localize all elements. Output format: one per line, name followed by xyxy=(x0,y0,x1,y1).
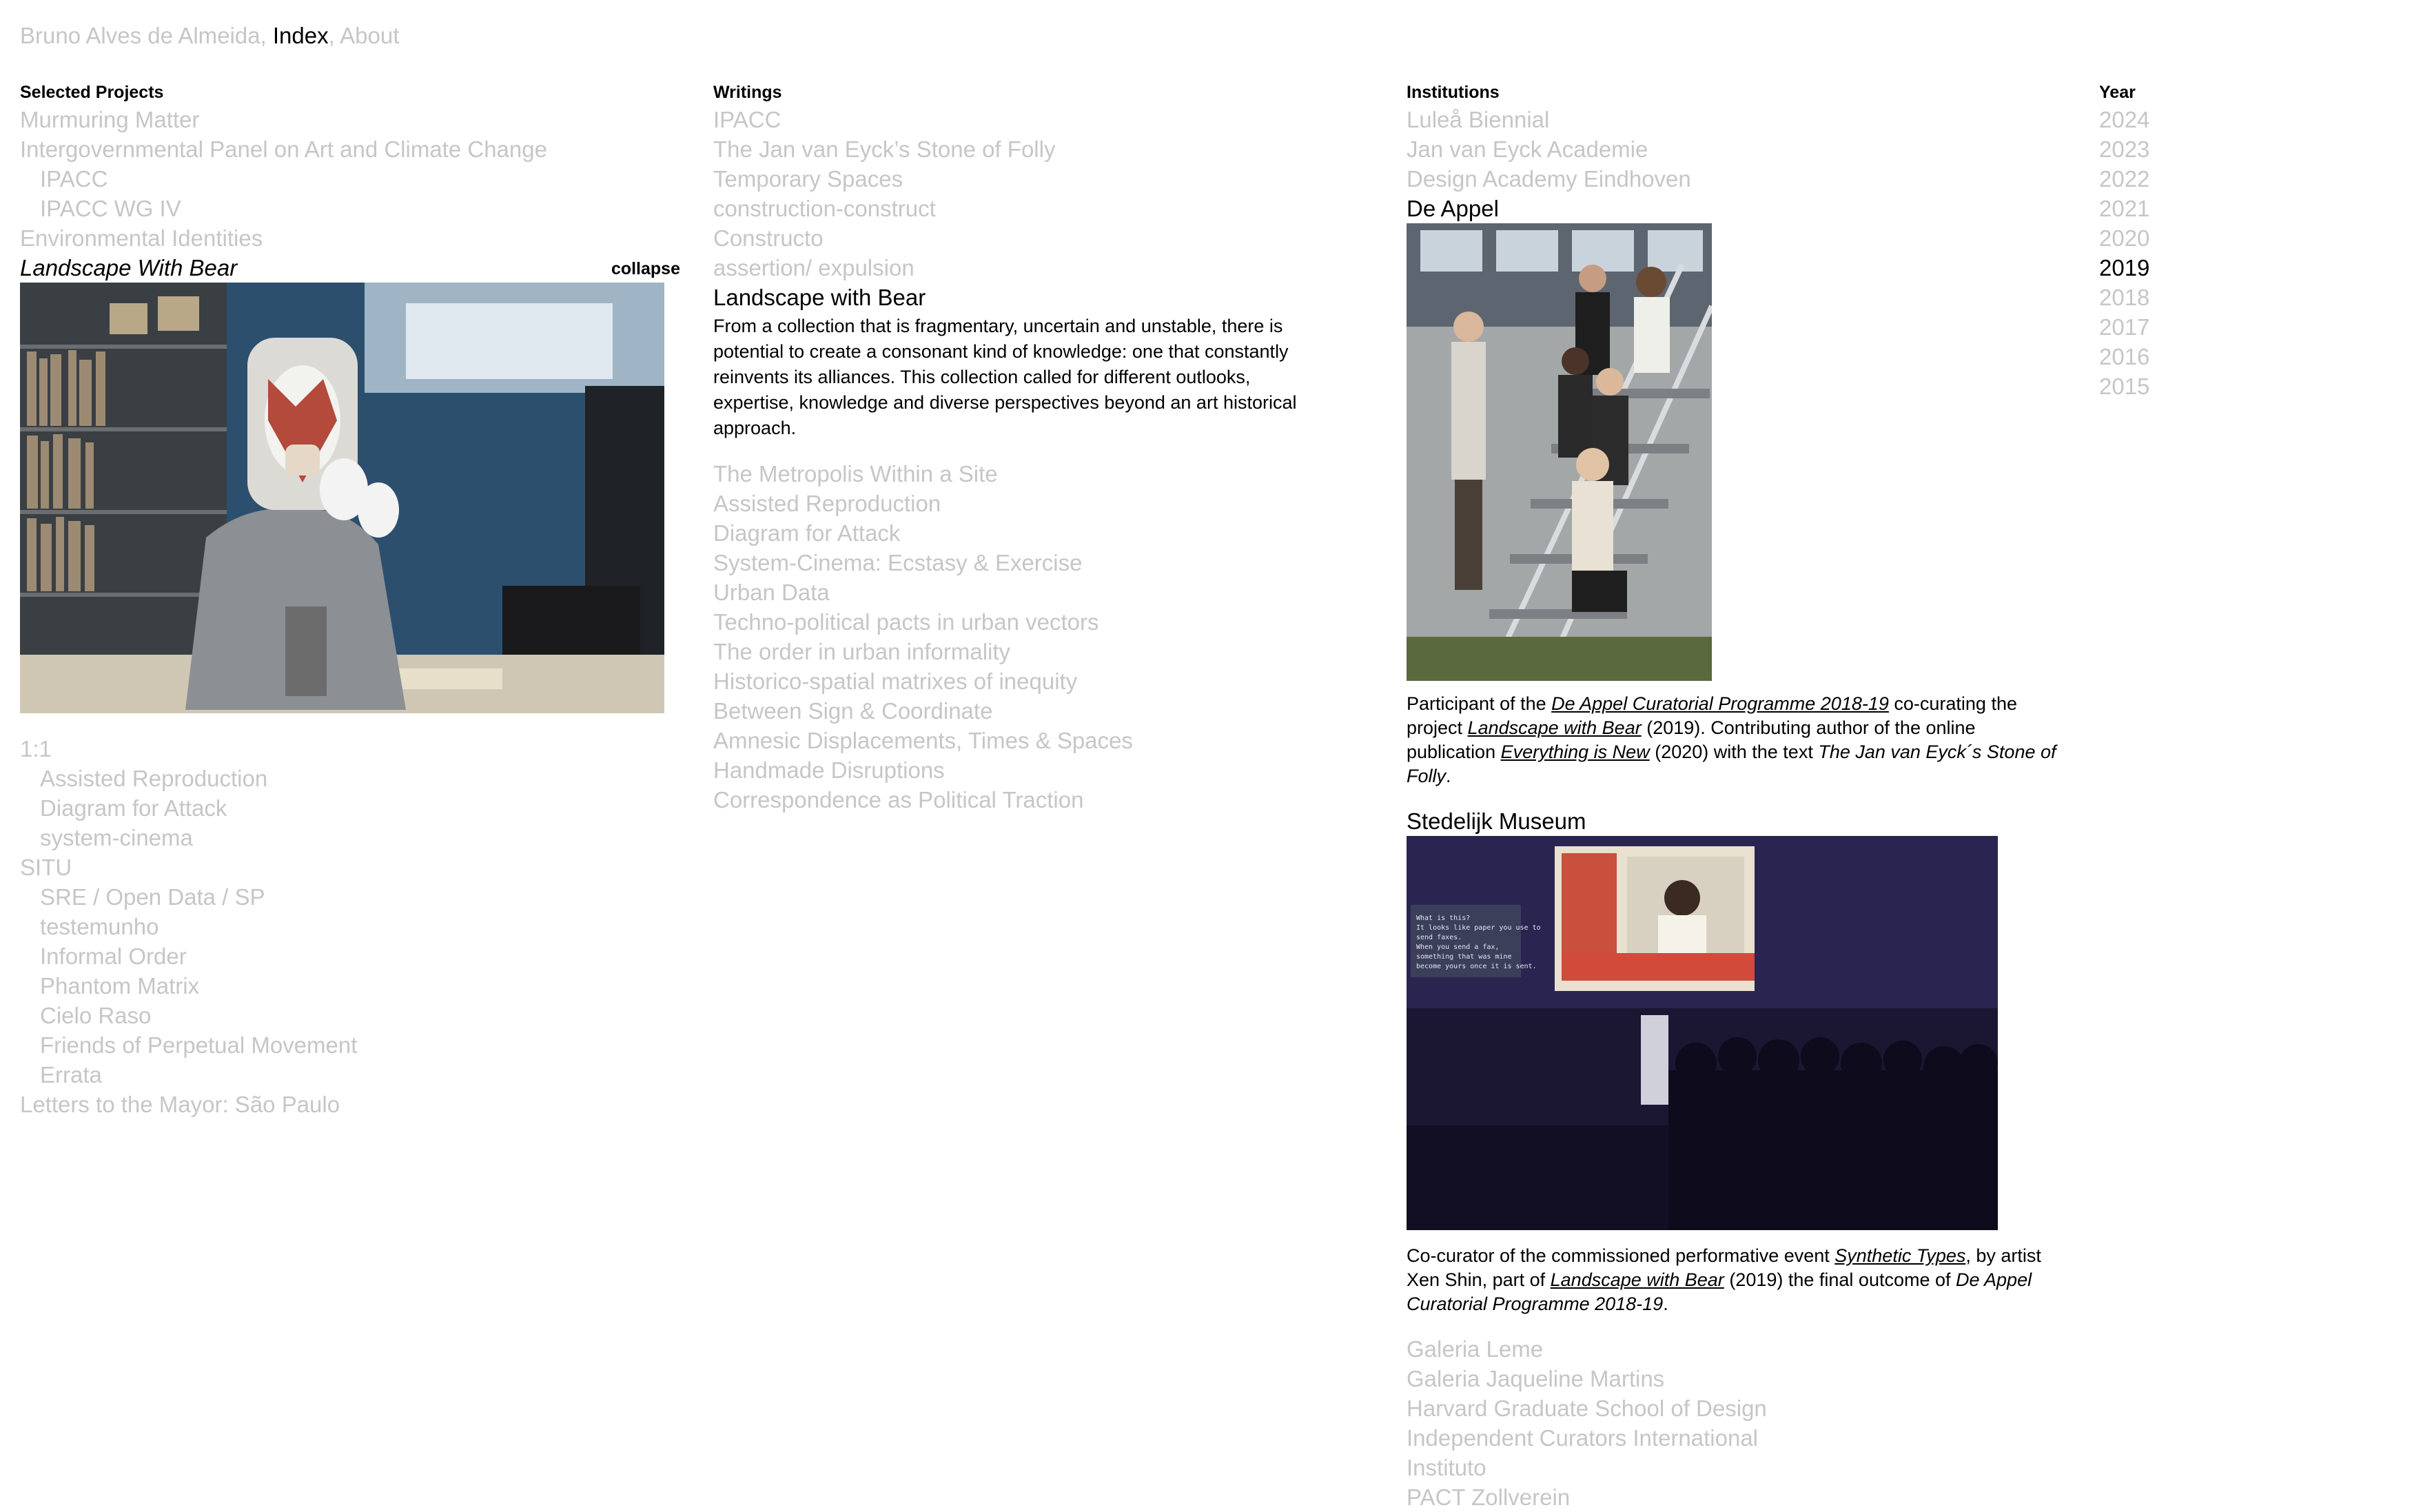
collapse-button[interactable]: collapse xyxy=(611,259,680,278)
project-photo-masked-figure xyxy=(20,283,664,713)
stedelijk-caption xyxy=(1407,1244,2061,1316)
writing-item[interactable]: construction-construct xyxy=(713,196,936,221)
year-item[interactable]: 2020 xyxy=(2099,225,2150,251)
caption-text: (2020) with the text xyxy=(1649,742,1819,762)
institution-item[interactable]: Galeria Jaqueline Martins xyxy=(1407,1366,1665,1391)
institution-item[interactable]: Independent Curators International xyxy=(1407,1425,1759,1451)
project-item[interactable]: 1:1 xyxy=(20,736,52,762)
institution-de-appel-title[interactable]: De Appel xyxy=(1407,196,1499,221)
project-subitem[interactable]: IPACC xyxy=(40,166,108,192)
writing-item[interactable]: The Metropolis Within a Site xyxy=(713,461,998,487)
screen-text-line: What is this? xyxy=(1416,915,1471,922)
site-name-link[interactable]: Bruno Alves de Almeida xyxy=(20,23,260,48)
year-item[interactable]: 2021 xyxy=(2099,196,2150,221)
projects-list-bottom xyxy=(20,734,680,1119)
writing-item[interactable]: Assisted Reproduction xyxy=(713,491,941,516)
projects-heading: Selected Projects xyxy=(20,83,164,102)
writings-list-top xyxy=(713,105,1368,283)
caption-text: Participant of the xyxy=(1407,693,1552,714)
year-item[interactable]: 2015 xyxy=(2099,374,2150,399)
year-column xyxy=(2099,80,2375,401)
institutions-list-top xyxy=(1407,105,2061,194)
project-subitem[interactable]: Friends of Perpetual Movement xyxy=(40,1032,358,1058)
writing-item[interactable]: Handmade Disruptions xyxy=(713,757,945,783)
screen-text-line: It looks like paper you use to xyxy=(1416,924,1541,932)
header-separator: , xyxy=(328,23,335,48)
project-subitem[interactable]: Cielo Raso xyxy=(40,1003,152,1028)
writing-item[interactable]: System-Cinema: Ecstasy & Exercise xyxy=(713,550,1083,575)
caption-text: . xyxy=(1446,766,1451,786)
writings-heading: Writings xyxy=(713,83,782,102)
institution-item[interactable]: Luleå Biennial xyxy=(1407,107,1550,132)
project-item[interactable]: Environmental Identities xyxy=(20,225,263,251)
year-heading: Year xyxy=(2099,83,2136,102)
writing-item[interactable]: The Jan van Eyck’s Stone of Folly xyxy=(713,136,1056,162)
institution-stedelijk-title[interactable]: Stedelijk Museum xyxy=(1407,808,1586,834)
year-item[interactable]: 2022 xyxy=(2099,166,2150,192)
institution-item[interactable]: Instituto xyxy=(1407,1455,1486,1480)
project-subitem[interactable]: Phantom Matrix xyxy=(40,973,200,999)
landscape-with-bear-link[interactable]: Landscape with Bear xyxy=(1550,1269,1724,1290)
institution-item[interactable]: Harvard Graduate School of Design xyxy=(1407,1396,1767,1421)
institution-item[interactable]: Galeria Leme xyxy=(1407,1336,1544,1362)
writing-item[interactable]: Techno-political pacts in urban vectors xyxy=(713,609,1099,635)
year-item[interactable]: 2023 xyxy=(2099,136,2150,162)
nav-index-link[interactable]: Index xyxy=(272,23,329,48)
year-item[interactable]: 2017 xyxy=(2099,314,2150,340)
de-appel-programme-link[interactable]: De Appel Curatorial Programme 2018-19 xyxy=(1551,693,1889,714)
screen-text-line: become yours once it is sent. xyxy=(1416,963,1537,970)
project-subitem[interactable]: Informal Order xyxy=(40,943,187,969)
project-item[interactable]: SITU xyxy=(20,855,72,880)
year-item[interactable]: 2024 xyxy=(2099,107,2150,132)
institution-item[interactable]: Design Academy Eindhoven xyxy=(1407,166,1691,192)
writing-item[interactable]: Constructo xyxy=(713,225,824,251)
year-item[interactable]: 2016 xyxy=(2099,344,2150,369)
writing-item[interactable]: Urban Data xyxy=(713,580,830,605)
project-subitem[interactable]: Assisted Reproduction xyxy=(40,766,268,791)
caption-emphasis: The Jan van Eyck´s Stone of Folly xyxy=(1407,742,2056,786)
writing-item[interactable]: Diagram for Attack xyxy=(713,520,901,546)
writing-item[interactable]: Amnesic Displacements, Times & Spaces xyxy=(713,728,1133,753)
nav-about-link[interactable]: About xyxy=(340,23,400,48)
year-list xyxy=(2099,105,2375,401)
caption-text: Co-curator of the commissioned performative event xyxy=(1407,1245,1835,1266)
writing-item[interactable]: assertion/ expulsion xyxy=(713,255,914,280)
screen-text-line: something that was mine xyxy=(1416,953,1512,961)
de-appel-caption xyxy=(1407,692,2061,788)
writing-item[interactable]: The order in urban informality xyxy=(713,639,1011,664)
year-item-active[interactable]: 2019 xyxy=(2099,255,2150,280)
writings-list-bottom xyxy=(713,459,1368,815)
caption-text: . xyxy=(1663,1294,1668,1314)
screen-text-line: When you send a fax, xyxy=(1416,943,1500,951)
writing-item[interactable]: Correspondence as Political Traction xyxy=(713,787,1084,813)
writing-item[interactable]: Temporary Spaces xyxy=(713,166,903,192)
institutions-column xyxy=(1407,80,2061,1512)
landscape-with-bear-link[interactable]: Landscape with Bear xyxy=(1467,717,1642,738)
project-item[interactable]: Intergovernmental Panel on Art and Climate Change xyxy=(20,136,547,162)
project-item[interactable]: Letters to the Mayor: São Paulo xyxy=(20,1092,340,1117)
project-subitem[interactable]: Errata xyxy=(40,1062,102,1087)
project-subitem[interactable]: testemunho xyxy=(40,914,159,939)
project-subitem[interactable]: system-cinema xyxy=(40,825,193,850)
header-separator: , xyxy=(260,23,267,48)
site-header xyxy=(20,19,399,52)
institutions-heading: Institutions xyxy=(1407,83,1500,102)
active-writing-description: From a collection that is fragmentary, uncertain and unstable, there is potential to create a consonant kind of knowledge: one that constantly reinvents its alliances. This collection called for different outlooks, expertise, knowledge and diverse perspectives beyond an art historical approach. xyxy=(713,316,1297,438)
open-project-row xyxy=(20,253,680,283)
everything-is-new-link[interactable]: Everything is New xyxy=(1500,742,1650,762)
project-subitem[interactable]: SRE / Open Data / SP xyxy=(40,884,265,910)
projects-column xyxy=(20,80,680,1119)
year-item[interactable]: 2018 xyxy=(2099,285,2150,310)
caption-text: (2019). Contributing author of the online publication xyxy=(1407,717,1976,762)
screen-text-line: send faxes. xyxy=(1416,934,1462,941)
institution-item[interactable]: Jan van Eyck Academie xyxy=(1407,136,1648,162)
writing-item[interactable]: IPACC xyxy=(713,107,781,132)
project-item[interactable]: Murmuring Matter xyxy=(20,107,200,132)
caption-text: co-curating the project xyxy=(1407,693,2017,738)
caption-text: (2019) the final outcome of xyxy=(1724,1269,1956,1290)
writing-item[interactable]: Between Sign & Coordinate xyxy=(713,698,993,724)
open-project-title[interactable]: Landscape With Bear xyxy=(20,255,238,280)
caption-text: , by artist Xen Shin, part of xyxy=(1407,1245,2041,1290)
caption-emphasis: De Appel Curatorial Programme 2018-19 xyxy=(1407,1269,2032,1314)
active-writing-title[interactable]: Landscape with Bear xyxy=(713,285,926,310)
projects-list-top xyxy=(20,105,680,253)
writings-column xyxy=(713,80,1368,815)
synthetic-types-link[interactable]: Synthetic Types xyxy=(1834,1245,1966,1266)
institutions-list-bottom xyxy=(1407,1334,2061,1512)
project-subitem[interactable]: IPACC WG IV xyxy=(40,196,181,221)
writing-item[interactable]: Historico-spatial matrixes of inequity xyxy=(713,668,1078,694)
de-appel-group-photo xyxy=(1407,223,1712,681)
stedelijk-event-photo xyxy=(1407,836,1998,1230)
institution-item[interactable]: PACT Zollverein xyxy=(1407,1484,1571,1510)
project-subitem[interactable]: Diagram for Attack xyxy=(40,795,227,821)
